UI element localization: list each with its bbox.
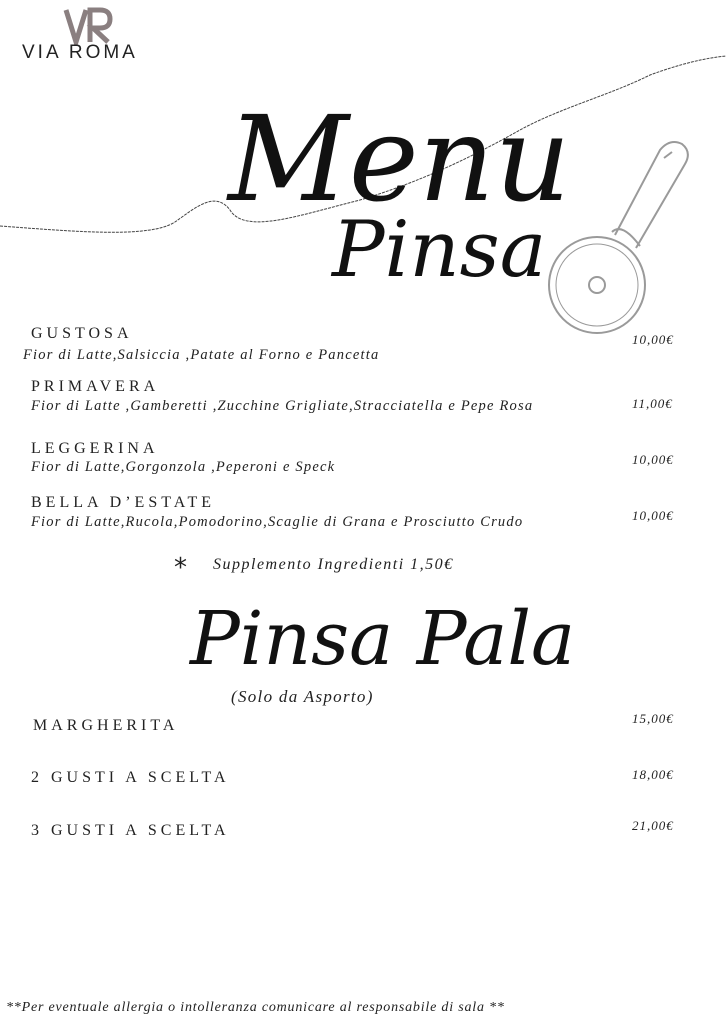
allergy-footer-note: **Per eventuale allergia o intolleranza comunicare al responsabile di sala ** (6, 1000, 505, 1015)
pinsa-item-name: GUSTOSA (31, 325, 133, 342)
pala-item-price: 21,00€ (632, 818, 674, 833)
brand-name: VIA ROMA (22, 42, 138, 63)
pinsa-pala-note: (Solo da Asporto) (231, 687, 374, 706)
pinsa-item-desc: Fior di Latte,Rucola,Pomodorino,Scaglie di Grana e Prosciutto Crudo (31, 514, 524, 530)
pala-item-name: 2 GUSTI A SCELTA (31, 769, 230, 786)
menu-heading: Menu (228, 90, 571, 228)
supplement-text: Supplemento Ingredienti 1,50€ (213, 556, 454, 573)
pinsa-item-price: 10,00€ (632, 332, 674, 347)
pinsa-pala-heading: Pinsa Pala (190, 596, 576, 682)
pinsa-pala-heading-wrap (180, 590, 580, 700)
pala-item-name: MARGHERITA (33, 717, 179, 734)
pala-item-name: 3 GUSTI A SCELTA (31, 822, 230, 839)
pinsa-item-price: 10,00€ (632, 452, 674, 467)
pinsa-item-name: PRIMAVERA (31, 378, 160, 395)
header-decoration (0, 0, 726, 340)
pinsa-item-desc: Fior di Latte,Salsiccia ,Patate al Forno e Pancetta (23, 347, 380, 363)
supplement-asterisk: * (174, 553, 187, 583)
pinsa-item-desc: Fior di Latte,Gorgonzola ,Peperoni e Speck (31, 459, 336, 475)
pinsa-item-desc: Fior di Latte ,Gamberetti ,Zucchine Grigliate,Stracciatella e Pepe Rosa (31, 398, 534, 414)
pinsa-item-name: LEGGERINA (31, 440, 159, 457)
pala-item-price: 15,00€ (632, 711, 674, 726)
pinsa-item-price: 11,00€ (632, 396, 673, 411)
pinsa-heading: Pinsa (332, 205, 547, 295)
pinsa-item-price: 10,00€ (632, 508, 674, 523)
pala-item-price: 18,00€ (632, 767, 674, 782)
pinsa-item-name: BELLA D’ESTATE (31, 494, 216, 511)
